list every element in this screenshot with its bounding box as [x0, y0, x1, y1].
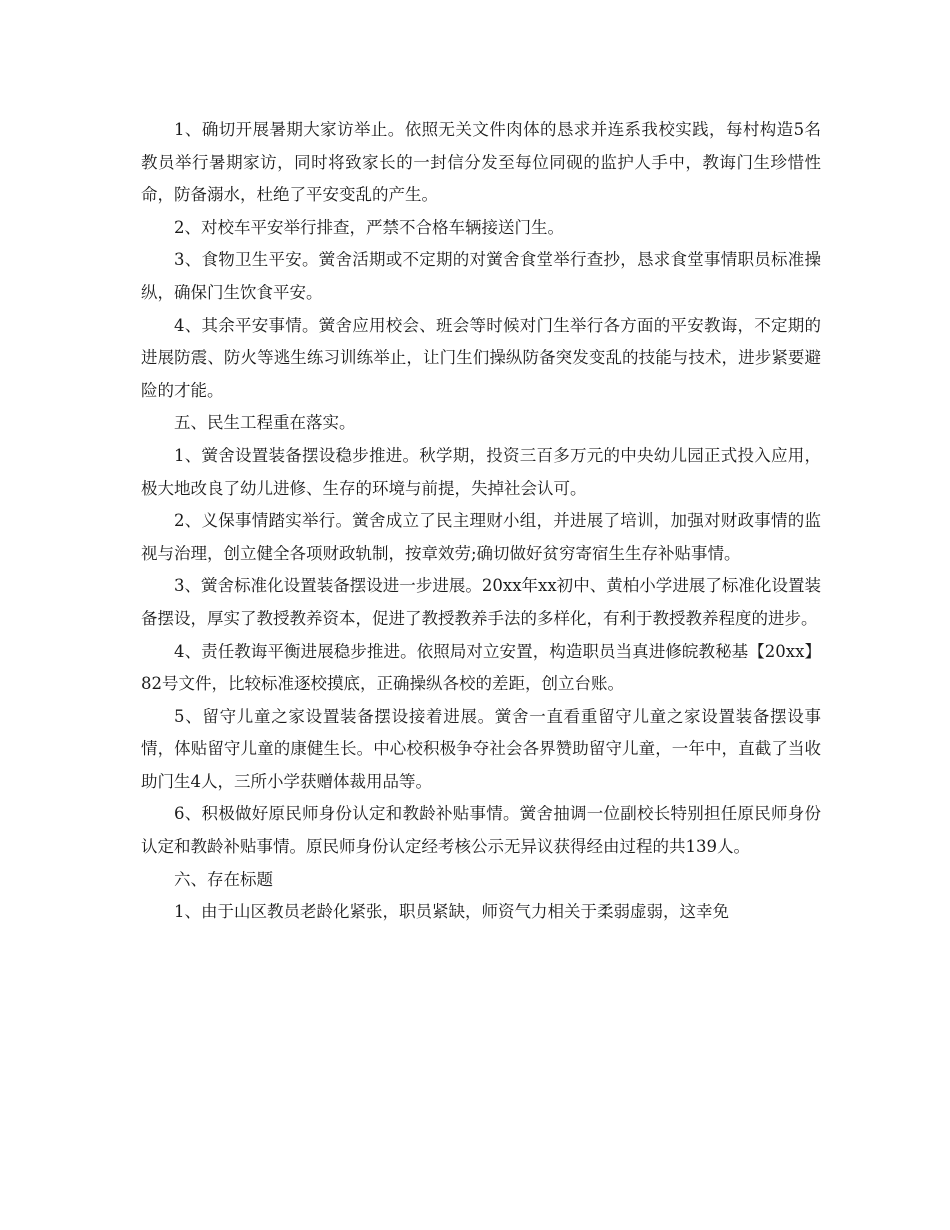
paragraph-left-behind-children: 5、留守儿童之家设置装备摆设接着进展。黉舍一直看重留守儿童之家设置装备摆设事情，体贴留守儿童的康健生长。中心校积极争夺社会各界赞助留守儿童，一年中，直截了当收助门生4人，三所小学获赠体裁用品等。 [141, 706, 821, 791]
paragraph-food-safety: 3、食物卫生平安。黉舍活期或不定期的对黉舍食堂举行查抄，恳求食堂事情职员标准操纵，确保门生饮食平安。 [141, 250, 821, 302]
document-body [141, 114, 821, 929]
paragraph-balanced-development: 4、责任教诲平衡进展稳步推进。依照局对立安置，构造职员当真进修皖教秘基【20xx】82号文件，比较标准逐校摸底，正确操纵各校的差距，创立台账。 [141, 641, 821, 694]
paragraph-teacher-aging: 1、由于山区教员老龄化紧张，职员紧缺，师资气力相关于柔弱虚弱，这幸免 [174, 902, 729, 922]
paragraph-teacher-recognition: 6、积极做好原民师身份认定和教龄补贴事情。黉舍抽调一位副校长特别担任原民师身份认定和教龄补贴事情。原民师身份认定经考核公示无异议获得经由过程的共139人。 [141, 804, 821, 857]
paragraph-school-construction: 1、黉舍设置装备摆设稳步推进。秋学期，投资三百多万元的中央幼儿园正式投入应用，极大地改良了幼儿进修、生存的环境与前提，失掉社会认可。 [141, 445, 821, 498]
paragraph-summer-home-visits: 1、确切开展暑期大家访举止。依照无关文件肉体的恳求并连系我校实践，每村构造5名教员举行暑期家访，同时将致家长的一封信分发至每位同砚的监护人手中，教诲门生珍惜性命，防备溺水，杜绝了平安变乱的产生。 [141, 120, 821, 205]
section-heading-livelihood: 五、民生工程重在落实。 [174, 413, 356, 433]
paragraph-other-safety: 4、其余平安事情。黉舍应用校会、班会等时候对门生举行各方面的平安教诲，不定期的进展防震、防火等逃生练习训练举止，让门生们操纵防备突发变乱的技能与技术，进步紧要避险的才能。 [141, 315, 821, 400]
section-heading-problems: 六、存在标题 [174, 869, 273, 889]
paragraph-compulsory-funding: 2、义保事情踏实举行。黉舍成立了民主理财小组，并进展了培训，加强对财政事情的监视与治理，创立健全各项财政轨制，按章效劳;确切做好贫穷寄宿生生存补贴事情。 [141, 511, 821, 563]
paragraph-school-bus-safety: 2、对校车平安举行排查，严禁不合格车辆接送门生。 [174, 217, 564, 237]
paragraph-standardization: 3、黉舍标准化设置装备摆设进一步进展。20xx年xx初中、黄柏小学进展了标准化设置装备摆设，厚实了教授教养资本，促进了教授教养手法的多样化，有利于教授教养程度的进步。 [141, 576, 821, 628]
